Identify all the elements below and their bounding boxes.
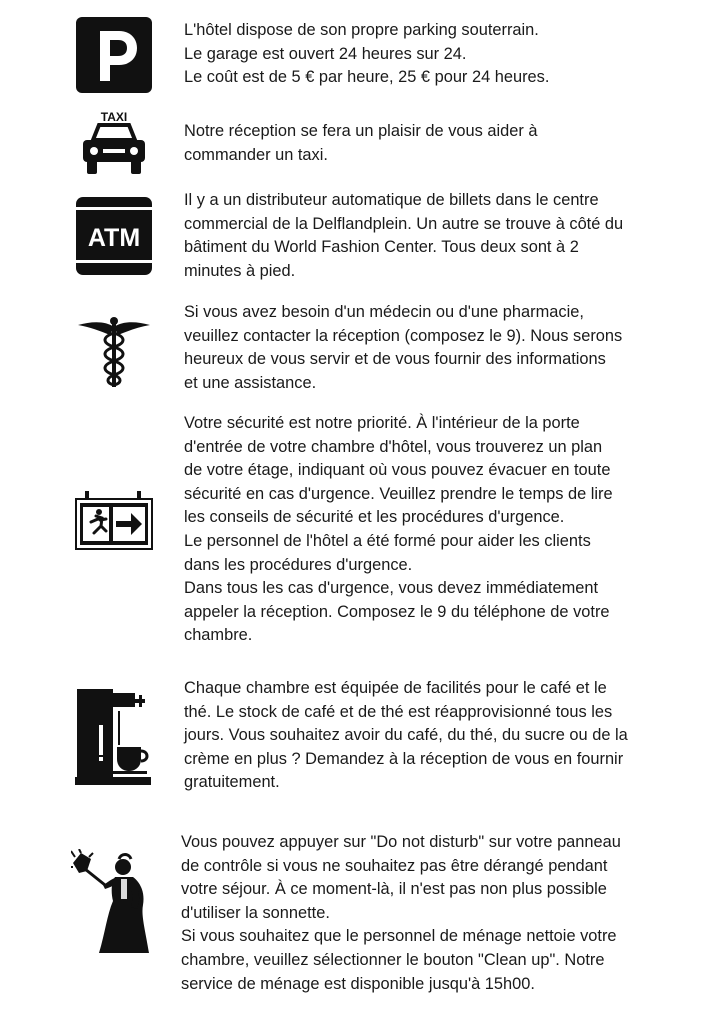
- text-line: Si vous souhaitez que le personnel de ménage nettoie votre: [181, 927, 617, 946]
- text-line: bâtiment du World Fashion Center. Tous deux sont à 2: [184, 238, 579, 257]
- text-line: les conseils de sécurité et les procédures d'urgence.: [184, 508, 565, 527]
- text-line: crème en plus ? Demandez à la réception de vous en fournir: [184, 749, 624, 768]
- text-line: jours. Vous souhaitez avoir du café, du thé, du sucre ou de la: [184, 726, 628, 745]
- atm-label: ATM: [87, 224, 141, 252]
- text-line: Le personnel de l'hôtel a été formé pour aider les clients: [184, 531, 591, 550]
- text-line: de votre étage, indiquant où vous pouvez évacuer en toute: [184, 461, 611, 480]
- housekeeping-text: [181, 831, 661, 996]
- parking-text: [184, 19, 664, 90]
- text-line: d'entrée de votre chambre d'hôtel, vous trouverez un plan: [184, 437, 603, 456]
- text-line: Le garage est ouvert 24 heures sur 24.: [184, 44, 467, 63]
- parking-icon: [75, 16, 153, 94]
- taxi-sign: TAXI: [100, 110, 128, 124]
- medical-text: [184, 301, 664, 395]
- text-line: commander un taxi.: [184, 145, 328, 164]
- text-line: Votre sécurité est notre priorité. À l'intérieur de la porte: [184, 414, 580, 432]
- text-line: L'hôtel dispose de son propre parking souterrain.: [184, 21, 539, 39]
- text-line: Notre réception se fera un plaisir de vous aider à: [184, 122, 538, 140]
- atm-icon: [75, 196, 153, 276]
- text-line: chambre.: [184, 626, 253, 645]
- text-line: Chaque chambre est équipée de facilités pour le café et le: [184, 679, 607, 697]
- text-line: votre séjour. À ce moment-là, il n'est pas non plus possible: [181, 880, 607, 899]
- text-line: heureux de vous servir et de vous fournir des informations: [184, 350, 606, 369]
- text-line: Le coût est de 5 € par heure, 25 € pour 24 heures.: [184, 68, 550, 87]
- text-line: minutes à pied.: [184, 261, 296, 280]
- text-line: Dans tous les cas d'urgence, vous devez immédiatement: [184, 579, 599, 598]
- text-line: appeler la réception. Composez le 9 du téléphone de votre: [184, 602, 610, 621]
- text-line: veuillez contacter la réception (composez le 9). Nous serons: [184, 326, 623, 345]
- text-line: thé. Le stock de café et de thé est réapprovisionné tous les: [184, 702, 613, 721]
- taxi-text: [184, 120, 664, 167]
- text-line: chambre, veuillez sélectionner le bouton "Clean up". Notre: [181, 950, 605, 969]
- text-line: Il y a un distributeur automatique de billets dans le centre: [184, 191, 599, 209]
- coffee-text: [184, 677, 664, 795]
- text-line: sécurité en cas d'urgence. Veuillez prendre le temps de lire: [184, 484, 613, 503]
- text-line: et une assistance.: [184, 373, 317, 392]
- text-line: gratuitement.: [184, 773, 280, 792]
- taxi-icon: [75, 106, 153, 182]
- text-line: Vous pouvez appuyer sur "Do not disturb" sur votre panneau: [181, 833, 621, 851]
- text-line: d'utiliser la sonnette.: [181, 903, 330, 922]
- text-line: commercial de la Delflandplein. Un autre se trouve à côté du: [184, 214, 624, 233]
- caduceus-icon: [75, 312, 153, 390]
- maid-icon: [70, 848, 156, 956]
- atm-text: [184, 189, 664, 283]
- text-line: dans les procédures d'urgence.: [184, 555, 413, 574]
- safety-text: [184, 412, 664, 648]
- emergency-exit-icon: [75, 490, 153, 552]
- coffee-machine-icon: [75, 684, 153, 788]
- text-line: Si vous avez besoin d'un médecin ou d'une pharmacie,: [184, 303, 584, 321]
- text-line: de contrôle si vous ne souhaitez pas être dérangé pendant: [181, 856, 608, 875]
- text-line: service de ménage est disponible jusqu'à 15h00.: [181, 974, 535, 993]
